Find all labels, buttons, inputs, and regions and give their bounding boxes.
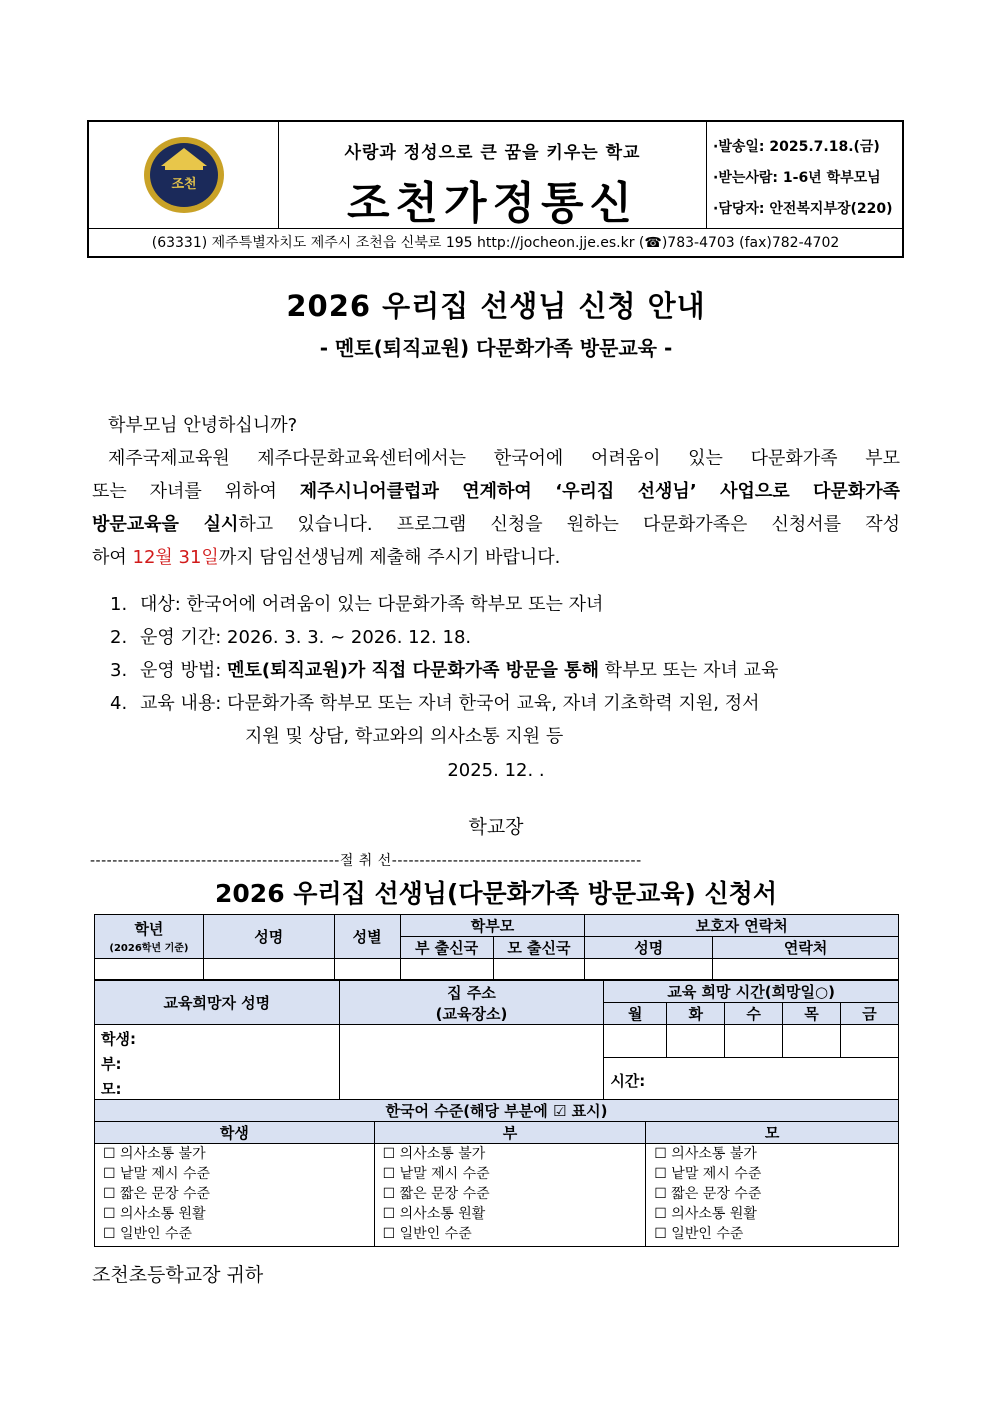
guardian-phone-header: 연락처 — [713, 937, 899, 959]
paragraph-line: 제주국제교육원 제주다문화교육센터에서는 한국어에 어려움이 있는 다문화가족 부모 — [108, 448, 900, 469]
recipients: ·받는사람: 1-6년 학부모님 — [713, 170, 881, 186]
applicant-info-table — [94, 914, 899, 980]
time-field[interactable]: 시간: — [604, 1058, 899, 1103]
logo-text: 조천 — [171, 177, 197, 192]
mother-country-field[interactable] — [493, 959, 585, 980]
greeting: 학부모님 안녕하십니까? — [108, 415, 298, 436]
grade-field[interactable] — [95, 959, 204, 980]
guardian-name-field[interactable] — [585, 959, 713, 980]
col-mother-header: 모 — [646, 1122, 899, 1144]
day-tuesday: 화 — [667, 1003, 725, 1025]
father-level-options — [374, 1144, 646, 1247]
logo-cell — [89, 122, 279, 228]
document-title: 2026 우리집 선생님 신청 안내 — [286, 289, 706, 323]
checkbox-option[interactable]: ☐ 일반인 수준 — [382, 1226, 472, 1242]
checkbox-option[interactable]: ☐ 낱말 제시 수준 — [654, 1166, 762, 1182]
issue-date: ·발송일: 2025.7.18.(금) — [713, 139, 880, 155]
paragraph-line: 또는 자녀를 위하여 제주시니어클럽과 연계하여 ‘우리집 선생님’ 사업으로 다문화가족 — [92, 481, 900, 502]
school-slogan: 사랑과 정성으로 큰 꿈을 키우는 학교 — [344, 143, 641, 163]
parents-header: 학부모 — [400, 915, 585, 937]
schedule-table — [94, 980, 899, 1103]
list-item-continued: 지원 및 상담, 학교와의 의사소통 지원 등 — [245, 726, 564, 747]
korean-level-table — [94, 1099, 899, 1247]
day-thursday: 목 — [783, 1003, 841, 1025]
grade-header: 학년 (2026학년 기준) — [95, 915, 204, 959]
check-friday[interactable] — [841, 1025, 899, 1058]
checkbox-option[interactable]: ☐ 의사소통 불가 — [654, 1146, 757, 1162]
form-title: 2026 우리집 선생님(다문화가족 방문교육) 신청서 — [215, 879, 777, 908]
title-cell — [279, 122, 707, 228]
list-item: 1. 대상: 한국어에 어려움이 있는 다문화가족 학부모 또는 자녀 — [110, 594, 604, 615]
check-tuesday[interactable] — [667, 1025, 725, 1058]
student-level-options — [95, 1144, 375, 1247]
col-student-header: 학생 — [95, 1122, 375, 1144]
father-country-field[interactable] — [400, 959, 493, 980]
checkbox-option[interactable]: ☐ 의사소통 원활 — [103, 1206, 206, 1222]
body-text — [92, 409, 900, 574]
info-list — [110, 588, 900, 753]
mother-country-header: 모 출신국 — [493, 937, 585, 959]
day-wednesday: 수 — [725, 1003, 783, 1025]
checkbox-option[interactable]: ☐ 짧은 문장 수준 — [103, 1186, 211, 1202]
list-item: 2. 운영 기간: 2026. 3. 3. ~ 2026. 12. 18. — [110, 627, 472, 648]
list-item: 4. 교육 내용: 다문화가족 학부모 또는 자녀 한국어 교육, 자녀 기초학력 지원, 정서 — [110, 693, 760, 714]
paragraph-line: 하여 12월 31일까지 담임선생님께 제출해 주시기 바랍니다. — [92, 547, 561, 568]
day-friday: 금 — [841, 1003, 899, 1025]
info-cell — [707, 122, 902, 228]
checkbox-option[interactable]: ☐ 일반인 수준 — [103, 1226, 193, 1242]
checkbox-option[interactable]: ☐ 의사소통 원활 — [382, 1206, 486, 1222]
checkbox-option[interactable]: ☐ 의사소통 원활 — [654, 1206, 757, 1222]
checkbox-option[interactable]: ☐ 일반인 수준 — [654, 1226, 744, 1242]
check-wednesday[interactable] — [725, 1025, 783, 1058]
address-header: 집 주소 (교육장소) — [339, 981, 604, 1025]
newsletter-header — [87, 120, 904, 258]
guardian-contact-header: 보호자 연락처 — [585, 915, 899, 937]
gender-header: 성별 — [334, 915, 400, 959]
document-date: 2025. 12. . — [447, 760, 545, 781]
list-item: 3. 운영 방법: 멘토(퇴직교원)가 직접 다문화가족 방문을 통해 학부모 또는 자녀 교육 — [110, 660, 779, 681]
checkbox-option[interactable]: ☐ 낱말 제시 수준 — [382, 1166, 490, 1182]
applicant-names-header: 교육희망자 성명 — [95, 981, 340, 1025]
day-monday: 월 — [604, 1003, 667, 1025]
paragraph-line: 방문교육을 실시하고 있습니다. 프로그램 신청을 원하는 다문화가족은 신청서를 작성 — [92, 514, 900, 535]
checkbox-option[interactable]: ☐ 의사소통 불가 — [382, 1146, 486, 1162]
checkbox-option[interactable]: ☐ 의사소통 불가 — [103, 1146, 206, 1162]
name-field[interactable] — [203, 959, 334, 980]
document-subtitle: - 멘토(퇴직교원) 다문화가족 방문교육 - — [319, 336, 673, 360]
check-thursday[interactable] — [783, 1025, 841, 1058]
desired-time-header: 교육 희망 시간(희망일○) — [604, 981, 899, 1003]
col-father-header: 부 — [374, 1122, 646, 1144]
father-country-header: 부 출신국 — [400, 937, 493, 959]
checkbox-option[interactable]: ☐ 짧은 문장 수준 — [654, 1186, 762, 1202]
contact-person: ·담당자: 안전복지부장(220) — [713, 201, 893, 217]
principal-signature: 학교장 — [468, 816, 524, 838]
deadline: 12월 31일 — [132, 547, 219, 568]
closing-address: 조천초등학교장 귀하 — [92, 1264, 264, 1286]
korean-level-header: 한국어 수준(해당 부분에 ☑ 표시) — [95, 1100, 899, 1122]
guardian-phone-field[interactable] — [713, 959, 899, 980]
gender-field[interactable] — [334, 959, 400, 980]
checkbox-option[interactable]: ☐ 짧은 문장 수준 — [382, 1186, 490, 1202]
applicant-names-field[interactable]: 학생: 부: 모: — [95, 1025, 340, 1103]
school-emblem — [89, 122, 279, 228]
school-address: (63331) 제주특별자치도 제주시 조천읍 신북로 195 http://jocheon.jje.es.kr (☎)783-4703 (fax)782-4702 — [89, 228, 902, 256]
checkbox-option[interactable]: ☐ 낱말 제시 수준 — [103, 1166, 211, 1182]
address-field[interactable] — [339, 1025, 604, 1103]
mother-level-options — [646, 1144, 899, 1247]
cut-line: ---------------------------------------------절 취 선--------------------------------------------- — [90, 853, 642, 869]
newsletter-name: 조천가정통신 — [346, 178, 639, 229]
name-header: 성명 — [203, 915, 334, 959]
check-monday[interactable] — [604, 1025, 667, 1058]
guardian-name-header: 성명 — [585, 937, 713, 959]
